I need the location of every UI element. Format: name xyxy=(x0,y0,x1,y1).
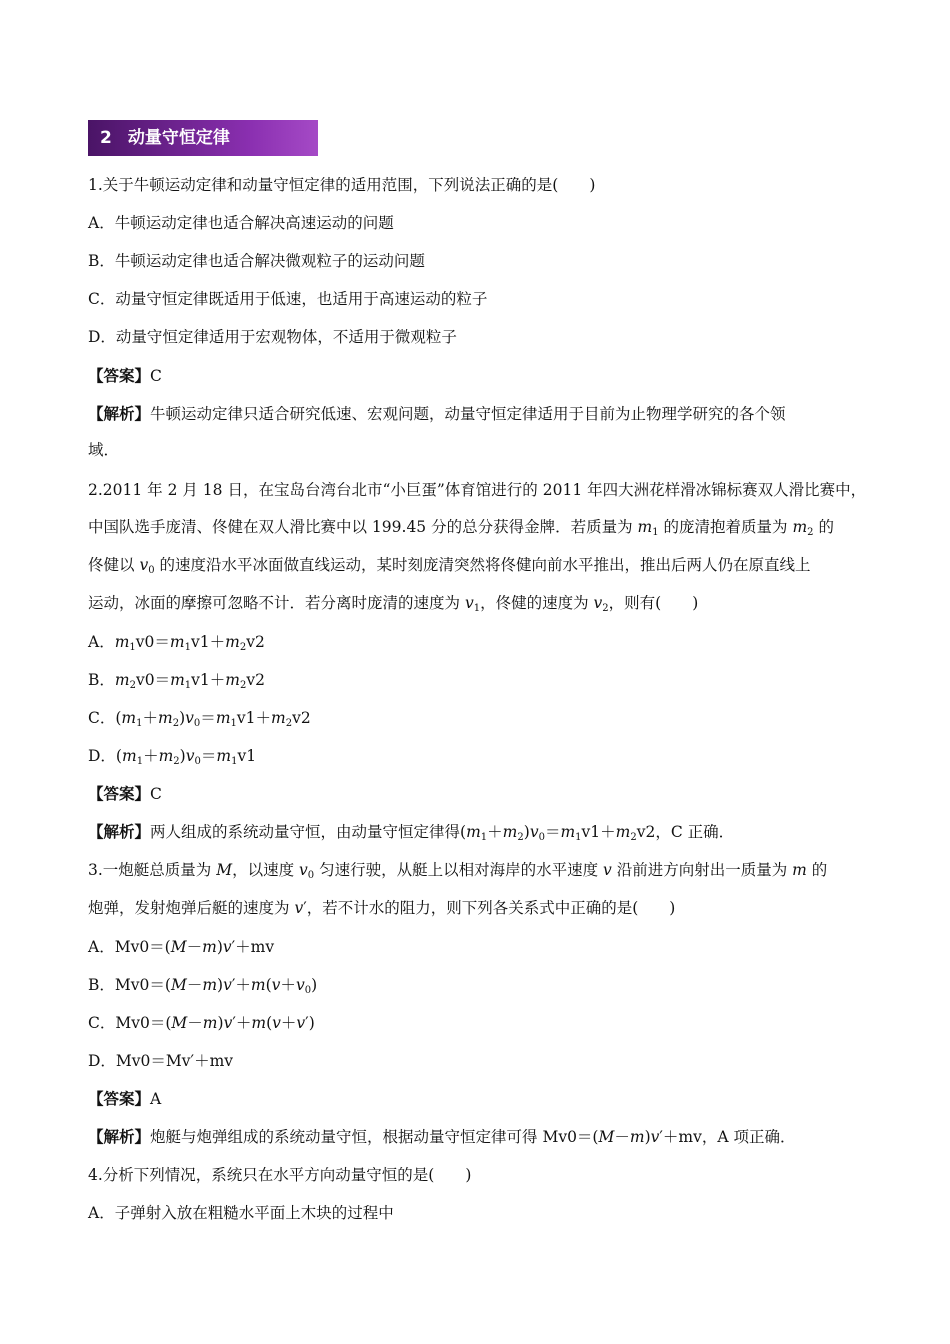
answer-line: 【答案】A xyxy=(88,1089,162,1108)
question-text: 域． xyxy=(88,441,120,459)
option-line: C．动量守恒定律既适用于低速，也适用于高速运动的粒子 xyxy=(88,290,488,308)
option-line: D．$(m_1+m_2)v_0=m_1v1$ xyxy=(88,747,257,767)
option-line: C．Mv0＝(M－m)v′＋m(v＋v′) xyxy=(88,1014,315,1032)
option-line: A．牛顿运动定律也适合解决高速运动的问题 xyxy=(88,214,394,232)
section-number: 2 xyxy=(100,128,112,148)
answer-line: 【答案】C xyxy=(88,784,162,803)
section-title: 动量守恒定律 xyxy=(127,128,230,148)
question-text: 2.2011 年 2 月 18 日，在宝岛台湾台北市“小巨蛋”体育馆进行的 2011 年四大洲花样滑冰锦标赛双人滑比赛中， xyxy=(88,481,867,499)
answer-line: 【答案】C xyxy=(88,366,162,385)
option-line: B．$Mv0=(M-m)v'+m(v+v_0)$ xyxy=(88,976,318,996)
question-text: 运动，冰面的摩擦可忽略不计．若分离时庞清的速度为 $v_1$，佟健的速度为 $v_2$，则有( ) xyxy=(88,594,699,614)
question-text: 炮弹，发射炮弹后艇的速度为 v′，若不计水的阻力，则下列各关系式中正确的是( ) xyxy=(88,899,676,917)
question-text: 1.关于牛顿运动定律和动量守恒定律的适用范围，下列说法正确的是( ) xyxy=(88,176,596,194)
option-line: A．$m_1v0=m_1v1+m_2v2$ xyxy=(88,633,265,653)
option-line: A．子弹射入放在粗糙水平面上木块的过程中 xyxy=(88,1204,394,1222)
option-line: B．$m_2v0=m_1v1+m_2v2$ xyxy=(88,671,265,691)
question-text: 中国队选手庞清、佟健在双人滑比赛中以 199.45 分的总分获得金牌．若质量为 $m_1$ 的庞清抱着质量为 $m_2$ 的 xyxy=(88,518,834,538)
option-line: D．动量守恒定律适用于宏观物体，不适用于微观粒子 xyxy=(88,328,457,346)
question-text: 4.分析下列情况，系统只在水平方向动量守恒的是( ) xyxy=(88,1166,472,1184)
section-banner xyxy=(88,120,318,156)
analysis-line: 【解析】两人组成的系统动量守恒，由动量守恒定律得$(m_1+m_2)v_0=m_1v1+m_2v2$，C 正确． xyxy=(88,822,735,843)
question-text: 3.一炮艇总质量为 M，以速度 $v_0$ 匀速行驶，从艇上以相对海岸的水平速度 v 沿前进方向射出一质量为 m 的 xyxy=(88,861,828,881)
option-line: D．Mv0＝Mv′＋mv xyxy=(88,1052,234,1070)
option-line: C．$(m_1+m_2)v_0=m_1v1+m_2v2$ xyxy=(88,709,311,729)
analysis-line: 【解析】炮艇与炮弹组成的系统动量守恒，根据动量守恒定律可得 Mv0＝(M－m)v′＋mv，A 项正确． xyxy=(88,1127,796,1146)
analysis-line: 【解析】牛顿运动定律只适合研究低速、宏观问题，动量守恒定律适用于目前为止物理学研究的各个领 xyxy=(88,404,786,423)
option-line: A．Mv0＝(M－m)v′＋mv xyxy=(88,938,275,956)
option-line: B．牛顿运动定律也适合解决微观粒子的运动问题 xyxy=(88,252,425,270)
question-text: 佟健以 $v_0$ 的速度沿水平冰面做直线运动，某时刻庞清突然将佟健向前水平推出，推出后两人仍在原直线上 xyxy=(88,556,811,576)
